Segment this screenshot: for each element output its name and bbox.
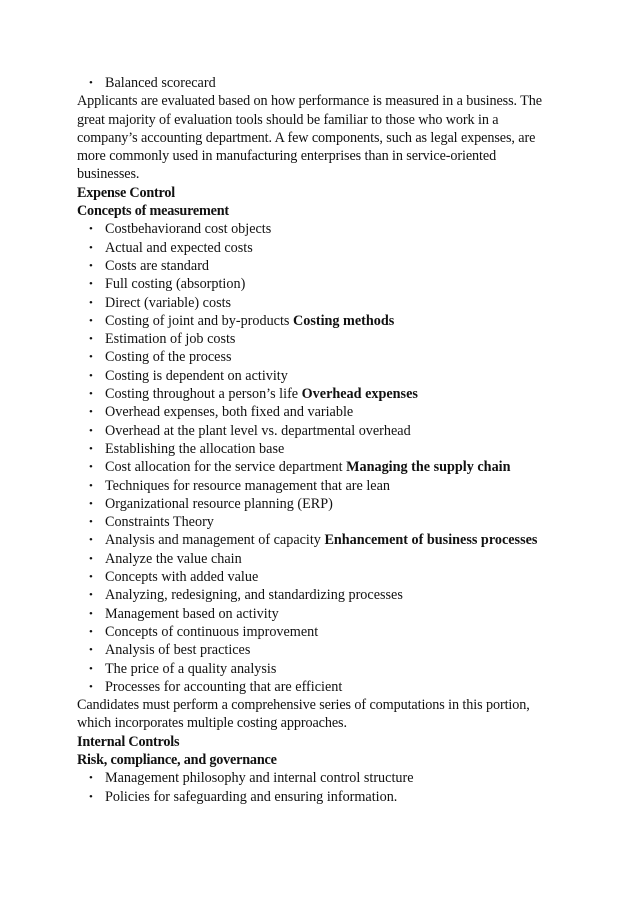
list-item	[77, 788, 547, 806]
list-item-inline-heading: Managing the supply chain	[346, 459, 511, 476]
list-item	[77, 348, 547, 366]
list-item-text: Estimation of job costs	[105, 331, 236, 348]
list-item-text: Analysis of best practices	[105, 642, 251, 659]
list-item-text: Actual and expected costs	[105, 239, 253, 256]
list-item-text: Costing is dependent on activity	[105, 367, 288, 384]
list-item	[77, 495, 547, 513]
list-item	[77, 275, 547, 293]
list-item-text: Costing of the process	[105, 349, 232, 366]
list-item	[77, 385, 547, 403]
list-item	[77, 330, 547, 348]
list-item	[77, 74, 547, 92]
list-item	[77, 422, 547, 440]
list-item-text: Processes for accounting that are efficient	[105, 678, 343, 695]
list-item-text: Costing throughout a person’s life	[105, 386, 302, 403]
list-item-text: Analyzing, redesigning, and standardizing processes	[105, 587, 403, 604]
bullet-list-top	[77, 74, 547, 92]
list-item	[77, 769, 547, 787]
list-item-text: Concepts of continuous improvement	[105, 623, 319, 640]
list-item	[77, 477, 547, 495]
list-item-text: Analysis and management of capacity	[105, 532, 325, 549]
list-item-inline-heading: Overhead expenses	[301, 386, 418, 403]
list-item-text: Establishing the allocation base	[105, 440, 285, 457]
list-item-text: Cost allocation for the service department	[105, 459, 347, 476]
list-item-text: Balanced scorecard	[105, 75, 216, 91]
list-item	[77, 440, 547, 458]
list-item-text: Constraints Theory	[105, 514, 214, 531]
list-item	[77, 367, 547, 385]
list-item	[77, 605, 547, 623]
bullet-list-expense	[77, 220, 547, 696]
list-item	[77, 403, 547, 421]
list-item-text: The price of a quality analysis	[105, 660, 277, 677]
list-item-text: Analyze the value chain	[105, 550, 242, 567]
list-item	[77, 531, 547, 549]
list-item	[77, 257, 547, 275]
heading-risk-compliance: Risk, compliance, and governance	[77, 751, 277, 768]
document-body	[77, 74, 547, 806]
heading-internal-controls: Internal Controls	[77, 733, 180, 750]
list-item-text: Organizational resource planning (ERP)	[105, 495, 333, 512]
list-item-text: Costing of joint and by-products	[105, 312, 293, 329]
list-item-inline-heading: Enhancement of business processes	[324, 532, 538, 549]
heading-concepts-of-measurement: Concepts of measurement	[77, 203, 229, 220]
list-item-text: Overhead at the plant level vs. departmental overhead	[105, 422, 411, 439]
list-item-text: Policies for safeguarding and ensuring information.	[105, 788, 398, 805]
list-item-text: Management philosophy and internal control structure	[105, 770, 414, 787]
list-item	[77, 678, 547, 696]
list-item	[77, 660, 547, 678]
list-item-text: Direct (variable) costs	[105, 294, 232, 311]
list-item	[77, 568, 547, 586]
bullet-list-internal	[77, 769, 547, 806]
list-item-text: Full costing (absorption)	[105, 276, 246, 293]
list-item-text: Techniques for resource management that are lean	[105, 477, 390, 494]
list-item	[77, 623, 547, 641]
list-item-text: Costs are standard	[105, 257, 210, 274]
list-item	[77, 641, 547, 659]
list-item	[77, 550, 547, 568]
list-item	[77, 239, 547, 257]
candidates-paragraph: Candidates must perform a comprehensive series of computations in this portion, which incorporates multiple costing approaches.	[77, 697, 530, 732]
list-item-text: Costbehaviorand cost objects	[105, 221, 272, 238]
list-item	[77, 312, 547, 330]
heading-expense-control: Expense Control	[77, 184, 176, 201]
list-item-text: Overhead expenses, both fixed and variable	[105, 404, 354, 421]
list-item-inline-heading: Costing methods	[292, 312, 395, 329]
list-item	[77, 513, 547, 531]
list-item	[77, 294, 547, 312]
intro-paragraph: Applicants are evaluated based on how performance is measured in a business. The great majority of evaluation tools should be familiar to those who work in a company’s accounting department. A few components, such as legal expenses, are more commonly used in manufacturing enterprises than in service-oriented businesses.	[77, 93, 542, 183]
list-item-text: Concepts with added value	[105, 569, 259, 586]
list-item	[77, 586, 547, 604]
list-item	[77, 220, 547, 238]
list-item-text: Management based on activity	[105, 605, 279, 622]
list-item	[77, 458, 547, 476]
